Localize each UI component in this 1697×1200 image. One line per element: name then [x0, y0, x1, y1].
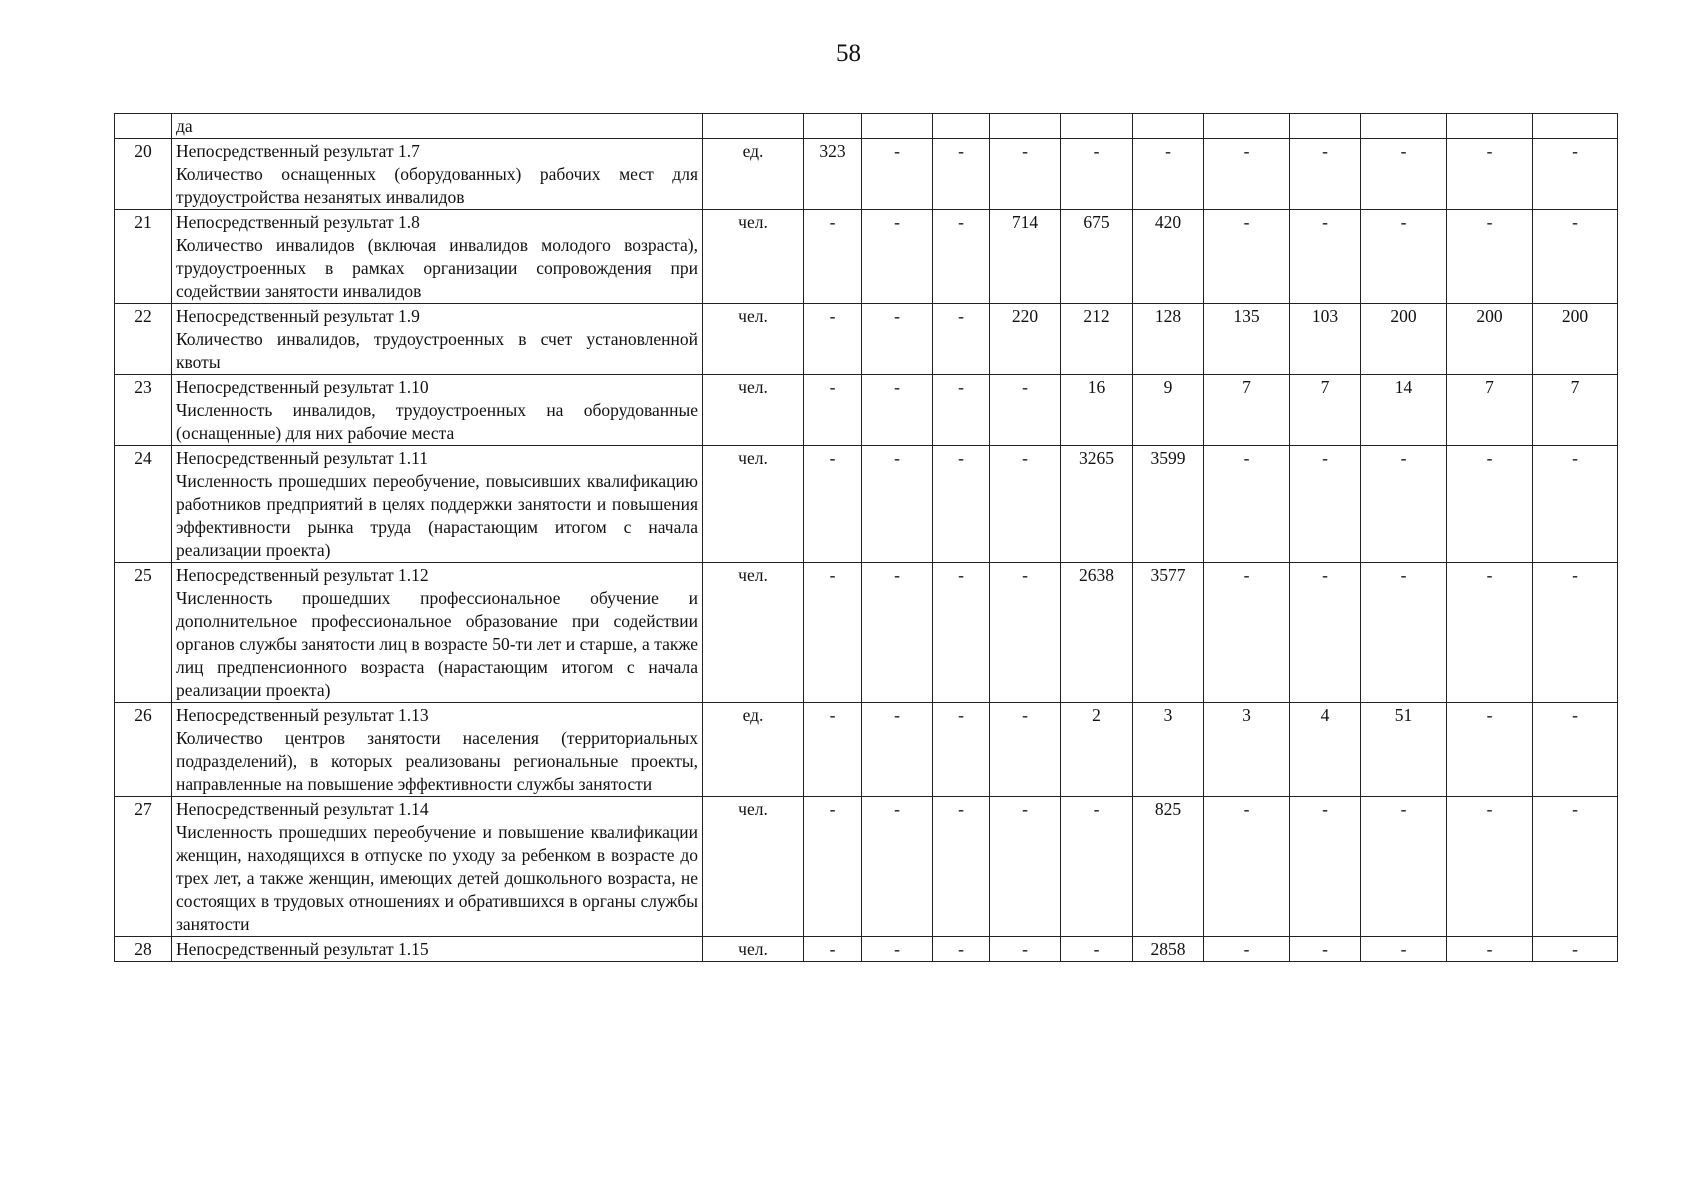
value-cell: - [804, 937, 862, 962]
value-cell: - [862, 937, 933, 962]
value-cell: 212 [1061, 304, 1133, 375]
table-row [115, 937, 1618, 962]
row-number-cell [115, 114, 172, 139]
value-cell: 103 [1290, 304, 1361, 375]
table-row [115, 304, 1618, 375]
unit-cell: чел. [703, 797, 804, 937]
value-cell: - [990, 797, 1061, 937]
result-description: Численность прошедших переобучение, повысивших квалификацию работников предприятий в целях поддержки занятости и повышения эффективности рынка труда (нарастающим итогом с начала реализации проекта) [176, 471, 698, 560]
value-cell: - [804, 304, 862, 375]
value-cell: 220 [990, 304, 1061, 375]
value-cell: - [1204, 139, 1290, 210]
value-cell: - [1533, 446, 1618, 563]
description-cell [172, 937, 703, 962]
continued-text-cell: да [172, 114, 703, 139]
result-description: Количество оснащенных (оборудованных) рабочих мест для трудоустройства незанятых инвалидов [176, 164, 698, 207]
value-cell: - [1447, 139, 1533, 210]
value-cell: - [1533, 563, 1618, 703]
value-cell: - [862, 304, 933, 375]
row-number-cell: 24 [115, 446, 172, 563]
value-cell: 3599 [1133, 446, 1204, 563]
value-cell: - [862, 563, 933, 703]
value-cell: - [1061, 797, 1133, 937]
value-cell: - [990, 375, 1061, 446]
table-body [115, 114, 1618, 962]
value-cell: - [1361, 139, 1447, 210]
value-cell: 9 [1133, 375, 1204, 446]
value-cell: 3577 [1133, 563, 1204, 703]
value-cell: - [1447, 563, 1533, 703]
value-cell: - [933, 703, 990, 797]
value-cell: 323 [804, 139, 862, 210]
value-cell: - [933, 563, 990, 703]
value-cell: - [1361, 937, 1447, 962]
row-number-cell: 27 [115, 797, 172, 937]
page-number: 58 [836, 40, 861, 67]
result-title: Непосредственный результат 1.7 [176, 141, 420, 161]
value-cell: - [1290, 446, 1361, 563]
results-table [114, 113, 1618, 962]
value-cell: - [933, 210, 990, 304]
description-cell [172, 375, 703, 446]
value-cell: - [1361, 446, 1447, 563]
value-cell: - [1447, 210, 1533, 304]
value-cell: - [933, 304, 990, 375]
description-cell [172, 304, 703, 375]
unit-cell: чел. [703, 375, 804, 446]
table-row [115, 139, 1618, 210]
value-cell: - [1204, 210, 1290, 304]
value-cell: 420 [1133, 210, 1204, 304]
value-cell: - [862, 375, 933, 446]
table-row [115, 703, 1618, 797]
value-cell: - [1133, 139, 1204, 210]
result-title: Непосредственный результат 1.12 [176, 565, 429, 585]
value-cell: 7 [1447, 375, 1533, 446]
value-cell: 16 [1061, 375, 1133, 446]
description-cell [172, 210, 703, 304]
value-cell: 7 [1290, 375, 1361, 446]
value-cell: 3 [1133, 703, 1204, 797]
value-cell: 200 [1361, 304, 1447, 375]
value-cell: - [1533, 797, 1618, 937]
value-cell: - [1533, 139, 1618, 210]
value-cell: - [862, 210, 933, 304]
value-cell: 2638 [1061, 563, 1133, 703]
result-title: Непосредственный результат 1.8 [176, 212, 420, 232]
value-cell: 675 [1061, 210, 1133, 304]
row-number-cell: 21 [115, 210, 172, 304]
value-cell: - [862, 446, 933, 563]
row-number-cell: 23 [115, 375, 172, 446]
unit-cell: чел. [703, 210, 804, 304]
value-cell: 200 [1533, 304, 1618, 375]
value-cell: - [862, 703, 933, 797]
unit-cell: чел. [703, 304, 804, 375]
description-cell [172, 446, 703, 563]
value-cell: 2 [1061, 703, 1133, 797]
unit-cell: чел. [703, 563, 804, 703]
value-cell: - [1290, 937, 1361, 962]
result-title: Непосредственный результат 1.10 [176, 377, 429, 397]
value-cell: 3 [1204, 703, 1290, 797]
description-cell [172, 563, 703, 703]
result-title: Непосредственный результат 1.14 [176, 799, 429, 819]
value-cell: - [804, 797, 862, 937]
value-cell: - [862, 797, 933, 937]
table-row [115, 375, 1618, 446]
table-row [115, 210, 1618, 304]
value-cell: - [990, 563, 1061, 703]
value-cell: 3265 [1061, 446, 1133, 563]
value-cell: 7 [1204, 375, 1290, 446]
result-description: Численность инвалидов, трудоустроенных на оборудованные (оснащенные) для них рабочие места [176, 400, 698, 443]
unit-cell: ед. [703, 703, 804, 797]
value-cell: 128 [1133, 304, 1204, 375]
result-description: Численность прошедших профессиональное обучение и дополнительное профессиональное образование при содействии органов службы занятости лиц в возрасте 50-ти лет и старше, а также лиц предпенсионного возраста (нарастающим итогом с начала реализации проекта) [176, 588, 698, 700]
table-row [115, 446, 1618, 563]
value-cell: 825 [1133, 797, 1204, 937]
result-description: Численность прошедших переобучение и повышение квалификации женщин, находящихся в отпуске по уходу за ребенком в возрасте до трех лет, а также женщин, имеющих детей дошкольного возраста, не состоящих в трудовых отношениях и обратившихся в органы службы занятости [176, 822, 698, 934]
row-number-cell: 25 [115, 563, 172, 703]
value-cell: - [1533, 703, 1618, 797]
value-cell: - [990, 937, 1061, 962]
value-cell: - [1447, 937, 1533, 962]
value-cell: - [933, 937, 990, 962]
unit-cell: чел. [703, 446, 804, 563]
table-row [115, 563, 1618, 703]
value-cell: - [990, 446, 1061, 563]
value-cell: - [933, 797, 990, 937]
value-cell: - [1447, 797, 1533, 937]
value-cell: - [933, 375, 990, 446]
value-cell: - [1204, 563, 1290, 703]
row-number-cell: 20 [115, 139, 172, 210]
description-cell [172, 797, 703, 937]
value-cell: - [1361, 797, 1447, 937]
value-cell: 200 [1447, 304, 1533, 375]
unit-cell: ед. [703, 139, 804, 210]
value-cell: 7 [1533, 375, 1618, 446]
value-cell: 14 [1361, 375, 1447, 446]
value-cell: - [1447, 446, 1533, 563]
value-cell: 4 [1290, 703, 1361, 797]
value-cell: - [1061, 139, 1133, 210]
value-cell: 714 [990, 210, 1061, 304]
value-cell: - [1204, 797, 1290, 937]
value-cell: - [1290, 563, 1361, 703]
value-cell: - [933, 446, 990, 563]
result-description: Количество инвалидов, трудоустроенных в счет установленной квоты [176, 329, 698, 372]
value-cell: - [804, 375, 862, 446]
value-cell: 51 [1361, 703, 1447, 797]
value-cell: - [1290, 797, 1361, 937]
value-cell: 135 [1204, 304, 1290, 375]
result-title: Непосредственный результат 1.9 [176, 306, 420, 326]
result-title: Непосредственный результат 1.11 [176, 448, 428, 468]
description-cell [172, 703, 703, 797]
value-cell: - [804, 703, 862, 797]
value-cell: - [1204, 937, 1290, 962]
value-cell: - [990, 703, 1061, 797]
result-description: Количество центров занятости населения (территориальных подразделений), в которых реализованы региональные проекты, направленные на повышение эффективности службы занятости [176, 728, 698, 794]
value-cell: - [933, 139, 990, 210]
value-cell: - [1361, 563, 1447, 703]
value-cell: - [990, 139, 1061, 210]
table-row-continued [115, 114, 1618, 139]
value-cell: 2858 [1133, 937, 1204, 962]
value-cell: - [804, 563, 862, 703]
row-number-cell: 28 [115, 937, 172, 962]
value-cell: - [804, 210, 862, 304]
unit-cell: чел. [703, 937, 804, 962]
row-number-cell: 26 [115, 703, 172, 797]
value-cell: - [1533, 210, 1618, 304]
result-title: Непосредственный результат 1.15 [176, 939, 429, 959]
result-title: Непосредственный результат 1.13 [176, 705, 429, 725]
value-cell: - [1447, 703, 1533, 797]
table-row [115, 797, 1618, 937]
value-cell: - [1533, 937, 1618, 962]
value-cell: - [1204, 446, 1290, 563]
description-cell [172, 139, 703, 210]
result-description: Количество инвалидов (включая инвалидов молодого возраста), трудоустроенных в рамках организации сопровождения при содействии занятости инвалидов [176, 235, 698, 301]
value-cell: - [804, 446, 862, 563]
value-cell: - [1061, 937, 1133, 962]
value-cell: - [1290, 139, 1361, 210]
value-cell: - [1361, 210, 1447, 304]
value-cell: - [862, 139, 933, 210]
value-cell: - [1290, 210, 1361, 304]
row-number-cell: 22 [115, 304, 172, 375]
